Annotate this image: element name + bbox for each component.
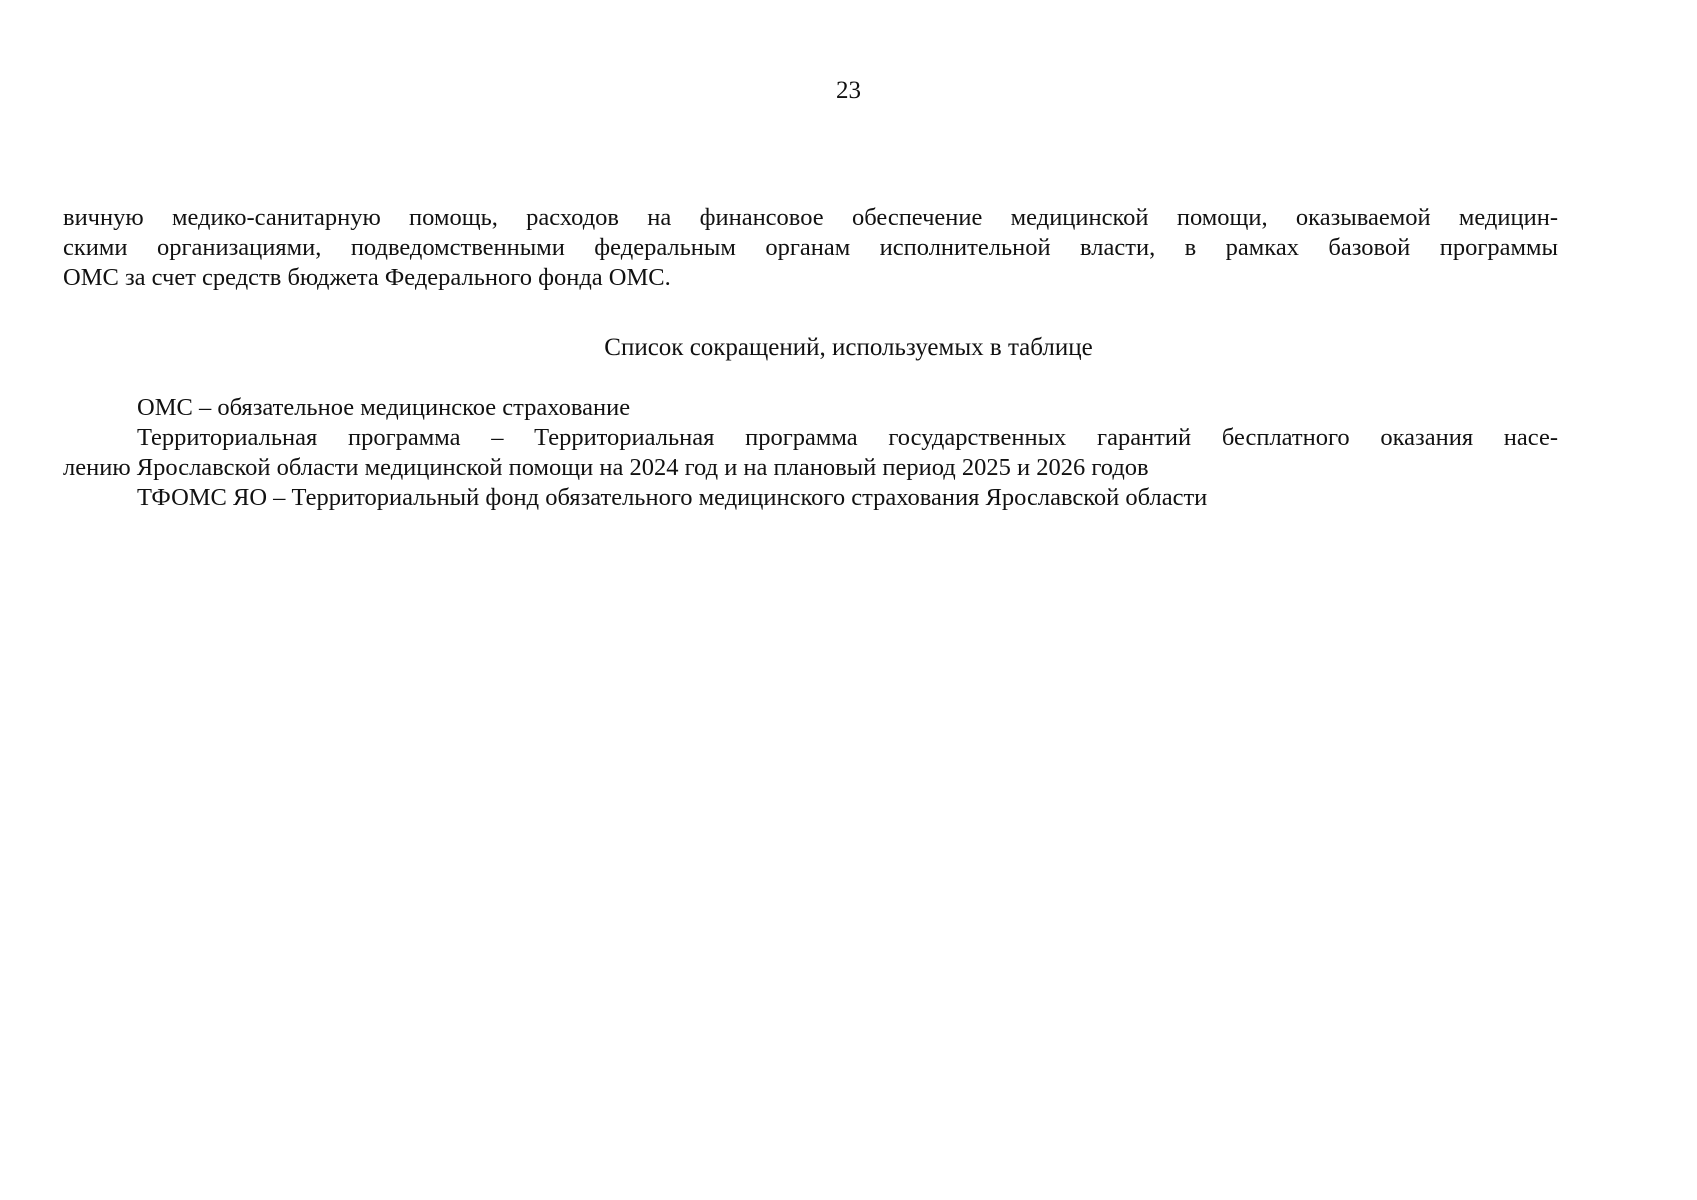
intro-line: ОМС за счет средств бюджета Федерального фонда ОМС. <box>63 264 671 291</box>
abbreviation-item-territorial-program <box>63 423 1558 483</box>
abbreviation-item-tfoms <box>63 483 1558 513</box>
abbreviations-title: Список сокращений, используемых в таблице <box>604 334 1093 361</box>
intro-line: вичную медико-санитарную помощь, расходов на финансовое обеспечение медицинской помощи, оказываемой медицин- <box>63 204 1558 231</box>
abbreviation-line: Территориальная программа – Территориальная программа государственных гарантий бесплатного оказания насе- <box>137 424 1558 451</box>
abbreviations-list <box>63 393 1558 513</box>
abbreviation-line: ОМС – обязательное медицинское страхование <box>137 394 631 421</box>
page-number: 23 <box>836 77 861 104</box>
intro-line: скими организациями, подведомственными федеральным органам исполнительной власти, в рамках базовой программы <box>63 234 1558 261</box>
abbreviation-item-oms <box>63 393 1558 423</box>
abbreviation-line: лению Ярославской области медицинской помощи на 2024 год и на плановый период 2025 и 2026 годов <box>63 454 1149 481</box>
abbreviation-line: ТФОМС ЯО – Территориальный фонд обязательного медицинского страхования Ярославской области <box>137 484 1208 511</box>
intro-paragraph <box>63 203 1558 293</box>
